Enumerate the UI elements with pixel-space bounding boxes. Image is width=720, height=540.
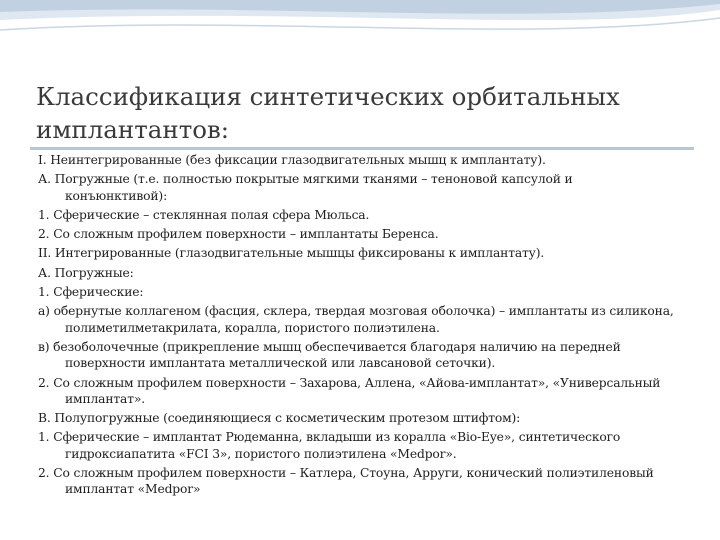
list-item: I. Неинтегрированные (без фиксации глазодвигательных мышц к имплантату). xyxy=(38,153,546,167)
list-item: в) безоболочечные (прикрепление мышц обеспечивается благодаря наличию на передней поверхности имплантата металлической или лавсановой сеточки). xyxy=(38,339,621,371)
title-divider xyxy=(30,147,694,150)
list-item: 1. Сферические – стеклянная полая сфера Мюльса. xyxy=(38,207,370,222)
classification-list xyxy=(38,152,678,501)
list-item: 2. Со сложным профилем поверхности – имплантаты Беренса. xyxy=(38,227,439,242)
list-item: В. Полупогружные (соединяющиеся с косметическим протезом штифтом): xyxy=(38,411,521,426)
decorative-top-swoosh xyxy=(0,0,720,60)
list-item: А. Погружные: xyxy=(38,265,134,280)
list-item: II. Интегрированные (глазодвигательные мышцы фиксированы к имплантату). xyxy=(38,246,545,261)
list-item: 2. Со сложным профилем поверхности – Захарова, Аллена, «Айова-имплантат», «Универсальный имплантат». xyxy=(38,375,661,406)
list-item: 1. Сферические: xyxy=(38,285,144,300)
list-item: 1. Сферические – имплантат Рюдеманна, вкладыши из коралла «Bio-Eye», синтетического гидроксиапатита «FCI 3», пористого полиэтилена «Medpor». xyxy=(38,430,621,461)
list-item: А. Погружные (т.е. полностью покрытые мягкими тканями – теноновой капсулой и конъюнктивой): xyxy=(38,172,573,203)
slide-title: Классификация синтетических орбитальных имплантантов: xyxy=(36,82,620,144)
list-item: а) обернутые коллагеном (фасция, склера, твердая мозговая оболочка) – имплантаты из силикона, полиметилметакрилата, коралла, пористого полиэтилена. xyxy=(38,304,674,335)
list-item: 2. Со сложным профилем поверхности – Катлера, Стоуна, Арруги, конический полиэтиленовый имплантат «Medpor» xyxy=(38,466,654,497)
